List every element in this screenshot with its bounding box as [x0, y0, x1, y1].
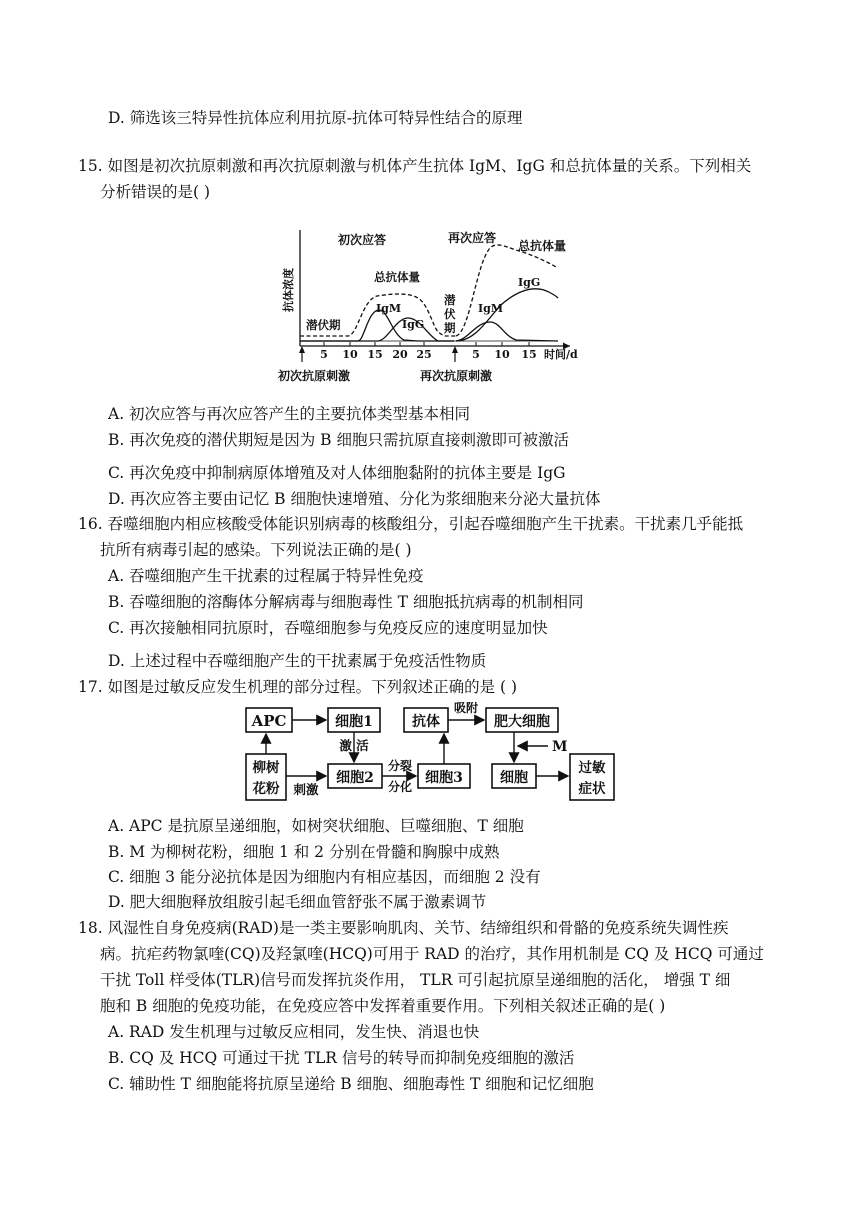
q17-option-d: D. 肥大细胞释放组胺引起毛细血管舒张不属于激素调节	[108, 893, 487, 911]
divide-label: 分裂	[387, 759, 413, 773]
x-tick-label: 15	[367, 348, 383, 361]
secondary-stimulus-label: 再次抗原刺激	[420, 369, 493, 383]
x-tick-label: 10	[494, 348, 510, 361]
q15-option-b: B. 再次免疫的潜伏期短是因为 B 细胞只需抗原直接刺激即可被激活	[108, 431, 569, 449]
q17-option-c: C. 细胞 3 能分泌抗体是因为细胞内有相应基因，而细胞 2 没有	[108, 868, 541, 886]
latent-period-label-2a: 潜	[444, 293, 456, 307]
q15-stem-line1: 15. 如图是初次抗原刺激和再次抗原刺激与机体产生抗体 IgM、IgG 和总抗体量的关系。下列相关	[78, 157, 752, 175]
q18-stem-line4: 胞和 B 细胞的免疫功能，在免疫应答中发挥着重要作用。下列相关叙述正确的是( )	[100, 997, 666, 1015]
q18-stem-line3: 干扰 Toll 样受体(TLR)信号而发挥抗炎作用， TLR 可引起抗原呈递细胞的活化， 增强 T 细	[100, 971, 731, 989]
x-tick-label: 10	[342, 348, 358, 361]
latent-period-label-2c: 期	[444, 321, 456, 335]
cell3-label: 细胞3	[425, 770, 463, 786]
stimulus-arrow-1	[299, 346, 305, 353]
q14-option-d: D. 筛选该三特异性抗体应利用抗原-抗体可特异性结合的原理	[108, 109, 523, 127]
total-antibody-label-1: 总抗体量	[374, 270, 420, 284]
igg-label-2: IgG	[518, 276, 541, 289]
q16-option-c: C. 再次接触相同抗原时，吞噬细胞参与免疫反应的速度明显加快	[108, 619, 548, 637]
latent-period-label-2b: 伏	[444, 307, 456, 321]
q15-option-a: A. 初次应答与再次应答产生的主要抗体类型基本相同	[108, 405, 471, 423]
activate-label: 激 活	[339, 738, 369, 753]
primary-stimulus-label: 初次抗原刺激	[278, 369, 351, 383]
q18-option-b: B. CQ 及 HCQ 可通过干扰 TLR 信号的转导而抑制免疫细胞的激活	[108, 1049, 575, 1067]
q16-option-d: D. 上述过程中吞噬细胞产生的干扰素属于免疫活性物质	[108, 652, 487, 670]
symptom-label-2: 症状	[578, 781, 606, 797]
total-antibody-label-2: 总抗体量	[518, 239, 567, 253]
antibody-label: 抗体	[412, 714, 440, 730]
antibody-response-figure	[278, 224, 582, 390]
cell1-label: 细胞1	[335, 714, 373, 730]
x-tick-label: 15	[521, 348, 537, 361]
q15-option-d: D. 再次应答主要由记忆 B 细胞快速增殖、分化为浆细胞来分泌大量抗体	[108, 490, 601, 508]
mast-cell-label: 肥大细胞	[494, 714, 550, 730]
igm-secondary-curve	[456, 322, 558, 341]
igm-label-2: IgM	[478, 302, 504, 315]
igm-label-1: IgM	[376, 302, 402, 315]
q18-stem-line2: 病。抗疟药物氯喹(CQ)及羟氯喹(HCQ)可用于 RAD 的治疗，其作用机制是 CQ 及 HCQ 可通过	[100, 945, 764, 963]
x-axis-label: 时间/d	[544, 348, 578, 361]
latent-period-label-1: 潜伏期	[306, 318, 341, 332]
q18-stem-line1: 18. 风湿性自身免疫病(RAD)是一类主要影响肌肉、关节、结缔组织和骨骼的免疫系统失调性疾	[78, 919, 729, 937]
q15-option-c: C. 再次免疫中抑制病原体增殖及对人体细胞黏附的抗体主要是 IgG	[108, 464, 566, 482]
apc-label: APC	[251, 712, 287, 730]
x-tick-label: 25	[416, 348, 432, 361]
pollen-label-1: 柳树	[252, 760, 280, 776]
q17-option-a: A. APC 是抗原呈递细胞，如树突状细胞、巨噬细胞、T 细胞	[108, 817, 524, 835]
q16-option-a: A. 吞噬细胞产生干扰素的过程属于特异性免疫	[108, 567, 424, 585]
pollen-label-2: 花粉	[252, 781, 280, 797]
q17-stem: 17. 如图是过敏反应发生机理的部分过程。下列叙述正确的是 ( )	[78, 678, 518, 696]
cell-label: 细胞	[500, 770, 528, 786]
allergy-mechanism-diagram	[242, 702, 618, 806]
x-tick-label: 20	[392, 348, 408, 361]
x-tick-label: 5	[320, 348, 328, 361]
x-tick-label: 5	[472, 348, 480, 361]
q16-option-b: B. 吞噬细胞的溶酶体分解病毒与细胞毒性 T 细胞抵抗病毒的机制相同	[108, 593, 584, 611]
q16-stem-line2: 抗所有病毒引起的感染。下列说法正确的是( )	[100, 541, 412, 559]
total-secondary-curve	[456, 245, 558, 336]
q15-stem-line2: 分析错误的是( )	[100, 183, 211, 201]
stimulus-arrow-2	[452, 346, 458, 353]
adsorb-label: 吸附	[453, 702, 479, 715]
q18-option-a: A. RAD 发生机理与过敏反应相同，发生快、消退也快	[108, 1023, 480, 1041]
differentiate-label: 分化	[387, 780, 413, 794]
stimulate-label: 刺激	[293, 782, 319, 797]
secondary-response-title: 再次应答	[448, 231, 497, 245]
cell2-label: 细胞2	[336, 770, 374, 786]
primary-response-title: 初次应答	[338, 233, 387, 247]
q18-option-c: C. 辅助性 T 细胞能将抗原呈递给 B 细胞、细胞毒性 T 细胞和记忆细胞	[108, 1075, 594, 1093]
q16-stem-line1: 16. 吞噬细胞内相应核酸受体能识别病毒的核酸组分，引起吞噬细胞产生干扰素。干扰素几乎能抵	[78, 515, 744, 533]
igg-label-1: IgG	[402, 318, 425, 331]
q17-option-b: B. M 为柳树花粉，细胞 1 和 2 分别在骨髓和胸腺中成熟	[108, 843, 500, 861]
igg-secondary-curve	[456, 289, 558, 341]
symptom-label-1: 过敏	[578, 760, 606, 776]
m-label: M	[552, 739, 568, 755]
y-axis-label: 抗体浓度	[282, 268, 295, 312]
